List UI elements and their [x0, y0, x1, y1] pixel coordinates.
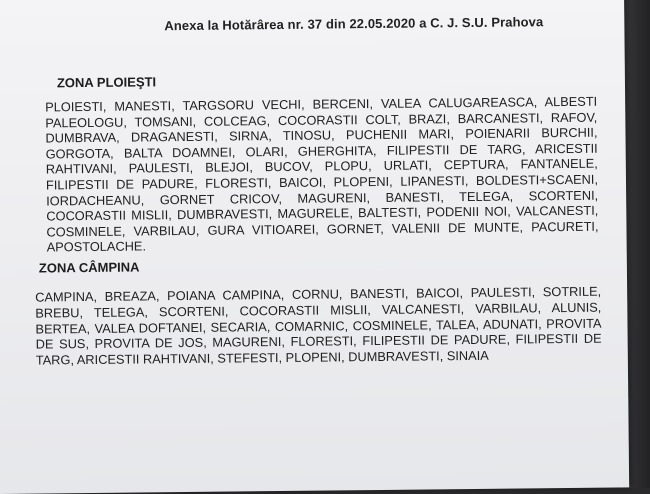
- section-body-ploiesti: PLOIESTI, MANESTI, TARGSORU VECHI, BERCENI, VALEA CALUGAREASCA, ALBESTI PALEOLOGU, TOMSANI, COLCEAG, COCORASTII COLT, BRAZI, BARCANESTI, RAFOV, DUMBRAVA, DRAGANESTI, SIRNA, TINOSU, PUCHENII MARI, POIENARII BURCHII, GORGOTA, BALTA DOAMNEI, OLARI, GHERGHITA, FILIPESTII DE TARG, ARICESTII RAHTIVANI, PAULESTI, BLEJOI, BUCOV, PLOPU, URLATI, CEPTURA, FANTANELE, FILIPESTII DE PADURE, FLORESTI, BAICOI, PLOPENI, LIPANESTI, BOLDESTI+SCAENI, IORDACHEANU, GORNET CRICOV, MAGURENI, BANESTI, TELEGA, SCORTENI, COCORASTII MISLII, DUMBRAVESTI, MAGURELE, BALTESTI, PODENII NOI, VALCANESTI, COSMINELE, VARBILAU, GURA VITIOAREI, GORNET, VALENII DE MUNTE, PACURETI, APOSTOLACHE.: [45, 93, 599, 255]
- section-title-ploiesti: ZONA PLOIEŞTI: [56, 74, 157, 91]
- document-header: Anexa la Hotărârea nr. 37 din 22.05.2020 a C. J. S.U. Prahova: [164, 14, 544, 34]
- section-body-campina: CAMPINA, BREAZA, POIANA CAMPINA, CORNU, BANESTI, BAICOI, PAULESTI, SOTRILE, BREBU, TELEGA, SCORTENI, COCORASTII MISLII, VALCANESTI, VARBILAU, ALUNIS, BERTEA, VALEA DOFTANEI, SECARIA, COMARNIC, COSMINELE, TALEA, ADUNATI, PROVITA DE SUS, PROVITA DE JOS, MAGURENI, FLORESTI, FILIPESTII DE PADURE, FILIPESTII DE TARG, ARICESTII RAHTIVANI, STEFESTI, PLOPENI, DUMBRAVESTI, SINAIA: [35, 283, 602, 368]
- section-title-campina: ZONA CÂMPINA: [38, 259, 140, 276]
